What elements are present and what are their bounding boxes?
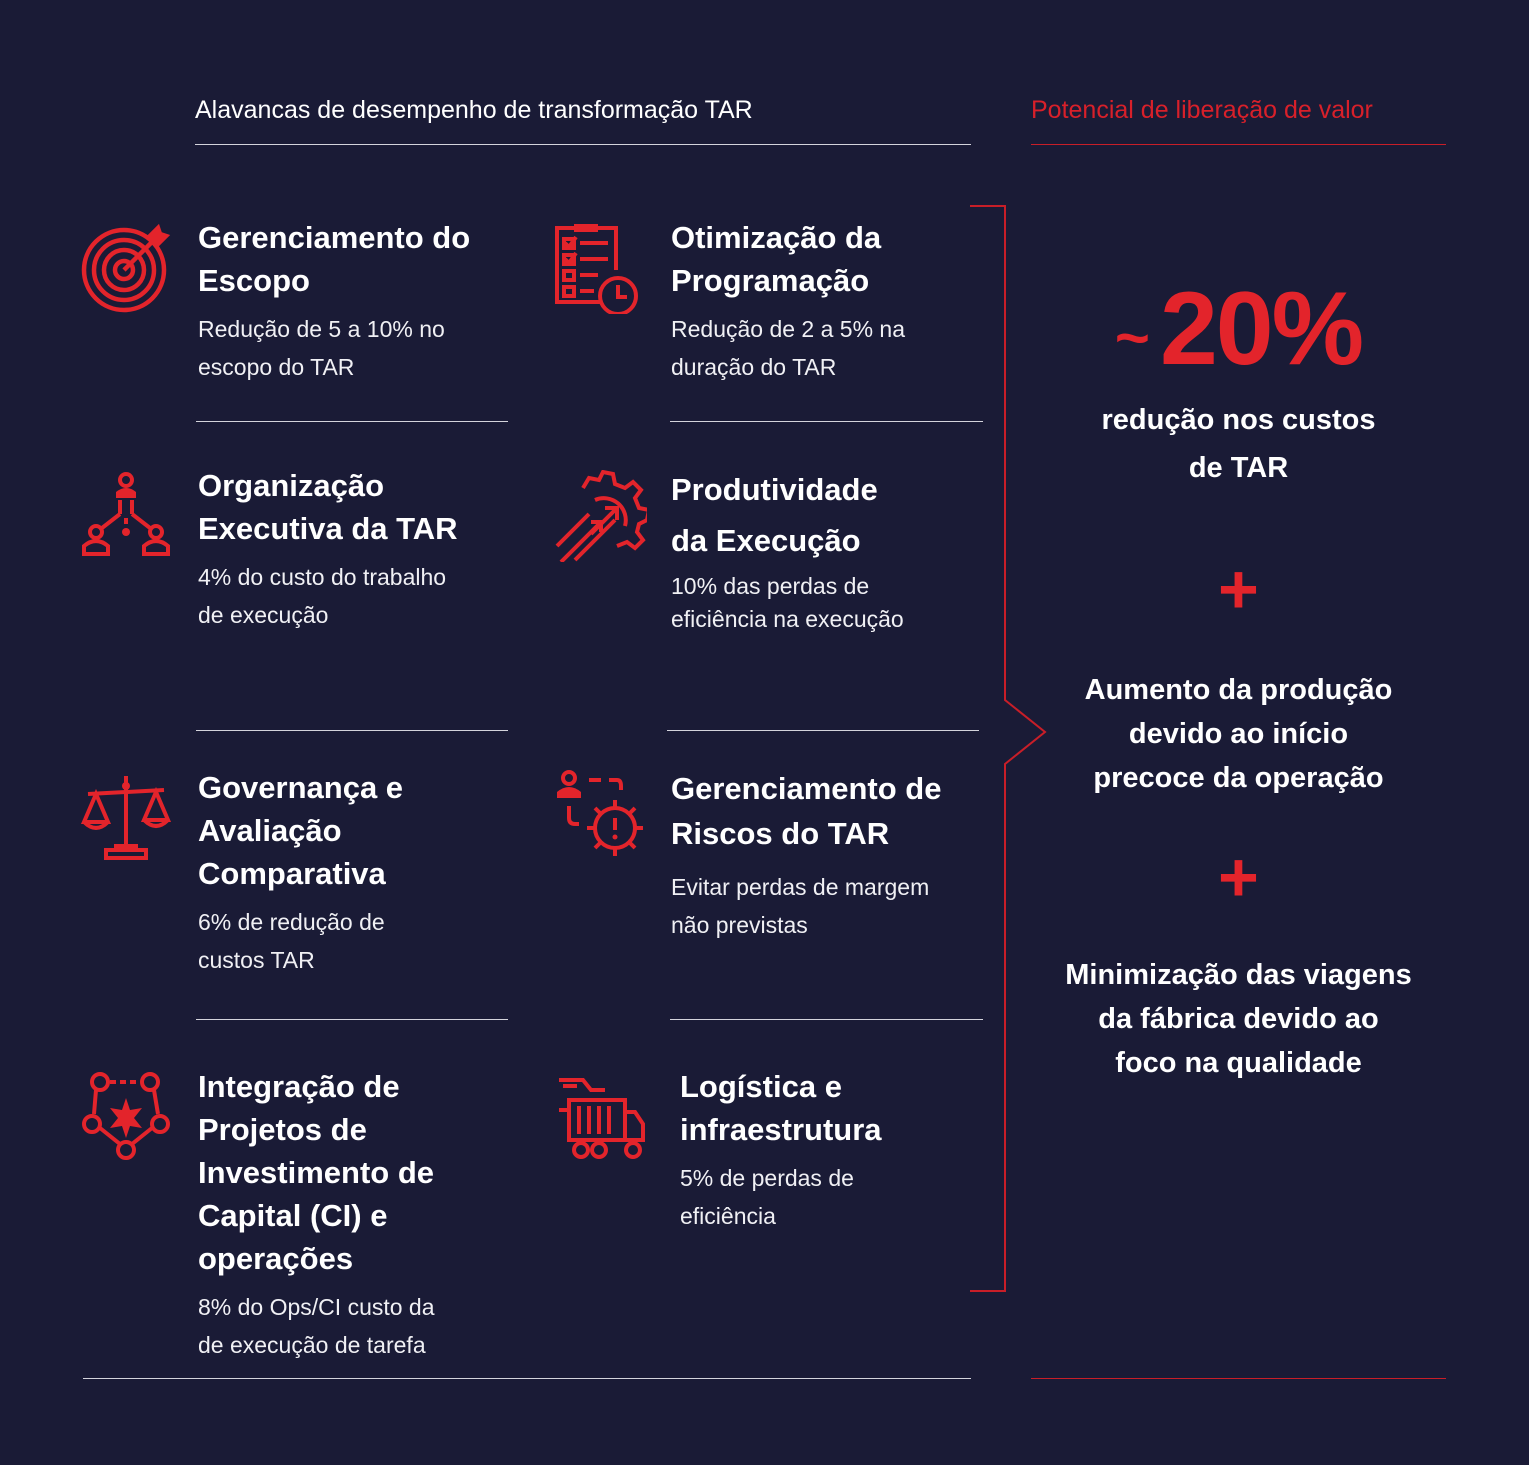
lever-title: Otimização da Programação	[671, 220, 882, 298]
org-hierarchy-icon	[80, 470, 172, 562]
quality-focus-text: Minimização das viagens da fábrica devido ao foco na qualidade	[1065, 959, 1412, 1079]
truck-logistics-icon	[555, 1070, 647, 1162]
gear-arrows-icon	[555, 470, 647, 562]
lever-description: 4% do custo do trabalho de execução	[198, 564, 447, 628]
percent-value: 20%	[1159, 271, 1363, 387]
risk-gear-icon	[555, 768, 647, 860]
left-bottom-divider	[83, 1378, 971, 1379]
row-divider	[196, 1019, 508, 1020]
approx-symbol: ~	[1114, 304, 1150, 371]
right-header-divider	[1031, 144, 1446, 145]
left-column-title: Alavancas de desempenho de transformação TAR	[195, 96, 753, 124]
lever-title: Logística e infraestrutura	[680, 1069, 882, 1147]
cost-reduction-text: redução nos custos de TAR	[1101, 404, 1376, 484]
lever-description: Redução de 2 a 5% na duração do TAR	[671, 316, 906, 380]
lever-description: 6% de redução de custos TAR	[198, 909, 385, 973]
row-divider	[667, 730, 979, 731]
lever-description: 10% das perdas de eficiência na execução	[671, 573, 904, 632]
lever-card-logistics	[680, 1065, 1000, 1235]
row-divider	[196, 730, 508, 731]
right-bottom-divider	[1031, 1378, 1446, 1379]
lever-card-productivity	[671, 464, 991, 636]
plus-icon: +	[1218, 550, 1259, 628]
lever-title: Produtividade da Execução	[671, 472, 878, 558]
left-header-divider	[195, 144, 971, 145]
clipboard-clock-icon	[552, 222, 644, 314]
lever-description: Redução de 5 a 10% no escopo do TAR	[198, 316, 445, 380]
lever-description: 5% de perdas de eficiência	[680, 1165, 854, 1229]
network-integration-icon	[80, 1070, 172, 1162]
lever-description: Evitar perdas de margem não previstas	[671, 874, 930, 938]
row-divider	[670, 1019, 983, 1020]
lever-card-scope	[198, 216, 518, 386]
plus-icon: +	[1218, 838, 1259, 916]
lever-title: Integração de Projetos de Investimento de Capital (CI) e operações	[198, 1069, 434, 1276]
lever-card-scheduling	[671, 216, 991, 386]
cost-reduction-value	[1031, 270, 1446, 389]
lever-title: Gerenciamento do Escopo	[198, 220, 471, 298]
lever-title: Gerenciamento de Riscos do TAR	[671, 771, 942, 851]
lever-card-risk	[671, 766, 991, 944]
row-divider	[196, 421, 508, 422]
target-icon	[80, 222, 172, 314]
lever-card-capital-integration	[198, 1065, 518, 1364]
lever-description: 8% do Ops/CI custo da de execução de tarefa	[198, 1294, 435, 1358]
lever-title: Organização Executiva da TAR	[198, 468, 458, 546]
production-increase-text: Aumento da produção devido ao início precoce da operação	[1084, 674, 1393, 794]
right-column-title: Potencial de liberação de valor	[1031, 96, 1373, 124]
lever-card-governance	[198, 766, 518, 979]
lever-title: Governança e Avaliação Comparativa	[198, 770, 404, 891]
row-divider	[670, 421, 983, 422]
lever-card-organization	[198, 464, 518, 634]
scales-icon	[80, 772, 172, 864]
